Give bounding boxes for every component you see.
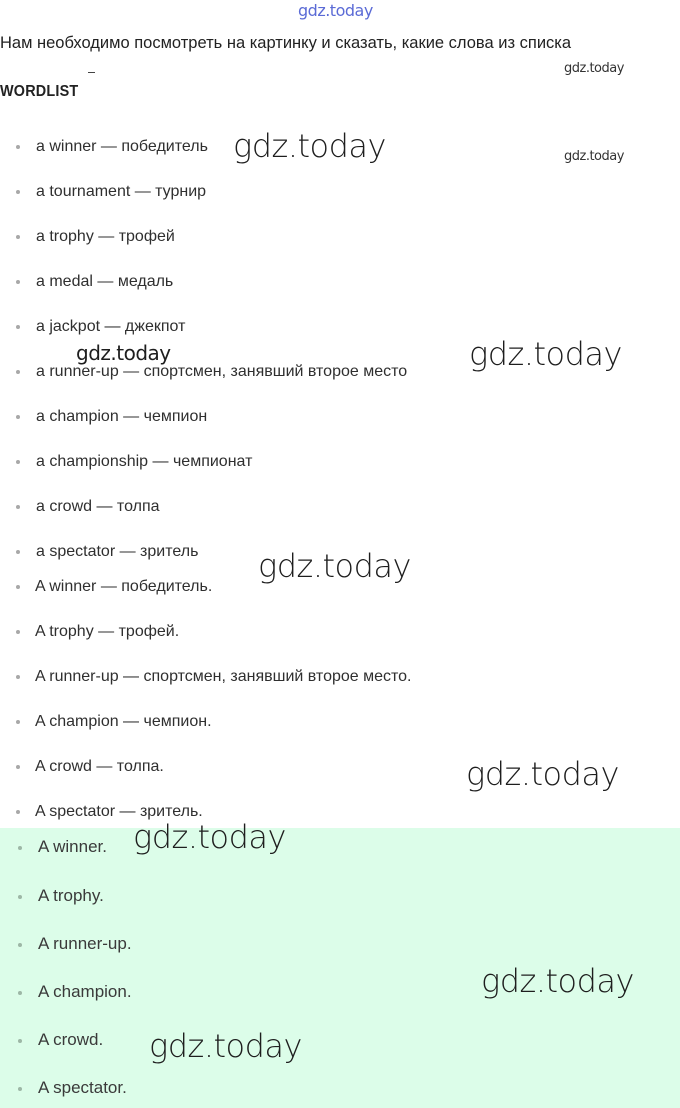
list-item-text: a trophy — трофей xyxy=(36,228,175,245)
bullet-icon xyxy=(16,765,20,769)
bullet-icon xyxy=(16,190,20,194)
watermark: gdz.today xyxy=(149,1027,302,1065)
list-item-text: A crowd. xyxy=(38,1030,104,1049)
bullet-icon xyxy=(18,1039,22,1043)
bullet-icon xyxy=(18,943,22,947)
bullet-icon xyxy=(16,585,20,589)
bullet-icon xyxy=(16,810,20,814)
watermark: gdz.today xyxy=(466,755,619,793)
watermark: gdz.today xyxy=(469,335,622,373)
bullet-icon xyxy=(16,505,20,509)
bullet-icon xyxy=(16,370,20,374)
watermark: gdz.today xyxy=(481,962,634,1000)
wordlist-heading: WORDLIST xyxy=(0,83,79,100)
bullet-icon xyxy=(16,325,20,329)
watermark: gdz.today xyxy=(76,341,171,365)
bullet-icon xyxy=(18,846,22,850)
bullet-icon xyxy=(16,235,20,239)
watermark: gdz.today xyxy=(564,61,624,76)
watermark: gdz.today xyxy=(258,547,411,585)
list-item-text: a crowd — толпа xyxy=(36,498,160,515)
list-item-text: a medal — медаль xyxy=(36,273,174,290)
bullet-icon xyxy=(16,550,20,554)
bullet-icon xyxy=(18,991,22,995)
list-item-text: A trophy — трофей. xyxy=(35,623,180,640)
list-item-text: a jackpot — джекпот xyxy=(36,318,186,335)
watermark: gdz.today xyxy=(233,127,386,165)
site-logo[interactable]: gdz.today xyxy=(298,1,373,20)
list-item-text: A winner. xyxy=(38,837,107,856)
bullet-icon xyxy=(16,630,20,634)
list-item-text: A spectator — зритель. xyxy=(35,803,203,820)
list-item-text: a spectator — зритель xyxy=(36,543,199,560)
bullet-icon xyxy=(16,145,20,149)
watermark: gdz.today xyxy=(133,818,286,856)
list-item-text: A winner — победитель. xyxy=(35,578,213,595)
list-item-text: a winner — победитель xyxy=(36,138,208,155)
list-item-text: A runner-up — спортсмен, занявший второе место. xyxy=(35,668,412,685)
intro-text: Нам необходимо посмотреть на картинку и сказать, какие слова из списка xyxy=(0,34,572,52)
list-item-text: a champion — чемпион xyxy=(36,408,208,425)
watermark: gdz.today xyxy=(564,149,624,164)
bullet-icon xyxy=(16,415,20,419)
list-item-text: a championship — чемпионат xyxy=(36,453,253,470)
bullet-icon xyxy=(16,460,20,464)
list-item-text: a runner-up — спортсмен, занявший второе место xyxy=(36,363,408,380)
list-item-text: A crowd — толпа. xyxy=(35,758,164,775)
bullet-icon xyxy=(18,1087,22,1091)
list-item-text: A champion — чемпион. xyxy=(35,713,212,730)
list-item-text: A trophy. xyxy=(38,886,104,905)
list-item-text: A spectator. xyxy=(38,1078,127,1097)
text-fragment-mark xyxy=(88,72,95,73)
list-item-text: A runner-up. xyxy=(38,934,132,953)
bullet-icon xyxy=(16,720,20,724)
bullet-icon xyxy=(18,895,22,899)
list-item-text: a tournament — турнир xyxy=(36,183,207,200)
list-item-text: A champion. xyxy=(38,982,132,1001)
bullet-icon xyxy=(16,675,20,679)
bullet-icon xyxy=(16,280,20,284)
